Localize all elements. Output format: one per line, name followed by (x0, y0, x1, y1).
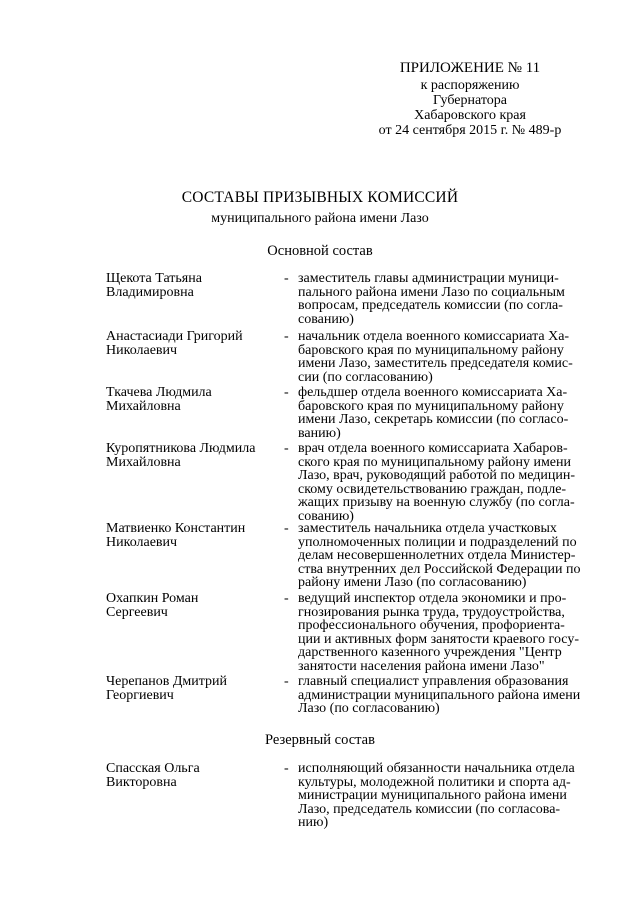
member-dash: - (284, 271, 289, 286)
member-description: заместитель начальника отдела участковых уполномоченных полиции и подразделений по делам несовершеннолетних отдела Министер- ства внутренних дел Российской Федерации по району имени Лазо (по согласованию) (298, 521, 581, 591)
member-description: заместитель главы администрации муници- пального района имени Лазо по социальным вопросам, председатель комиссии (по согла- сованию) (298, 271, 565, 327)
member-description: исполняющий обязанности начальника отдела культуры, молодежной политики и спорта ад- министрации муниципального района имени Лазо, председатель комиссии (по согласова- нию) (298, 761, 575, 831)
appendix-line: Губернатора (432, 93, 508, 108)
document-title: СОСТАВЫ ПРИЗЫВНЫХ КОМИССИЙ (181, 189, 459, 206)
member-description: врач отдела военного комиссариата Хабаров- ского края по муниципальному району имени Лазо, врач, руководящий работой по медицин- скому освидетельствованию граждан, подле- жащих призыву на военную службу (по согла- сованию) (298, 441, 576, 524)
document-heading (0, 189, 640, 227)
member-name: Анастасиади Григорий Николаевич (106, 329, 243, 358)
appendix-line: к распоряжению (420, 78, 520, 93)
member-description: фельдшер отдела военного комиссариата Ха- баровского края по муниципальному району имени Лазо, секретарь комиссии (по согласо- ванию) (298, 385, 569, 441)
main-section-label: Основной состав (267, 243, 373, 259)
reserve-section-label: Резервный состав (265, 732, 375, 748)
member-dash: - (284, 591, 289, 606)
member-name: Охапкин Роман Сергеевич (106, 591, 199, 620)
member-name: Куропятникова Людмила Михайловна (106, 441, 256, 470)
appendix-header (340, 60, 600, 138)
member-name: Матвиенко Константин Николаевич (106, 521, 246, 550)
appendix-line: Хабаровского края (414, 108, 526, 123)
member-description: главный специалист управления образования администрации муниципального района имени Лазо (по согласованию) (298, 674, 581, 717)
document-subtitle: муниципального района имени Лазо (211, 211, 429, 226)
member-name: Щекота Татьяна Владимировна (106, 271, 202, 300)
member-description: ведущий инспектор отдела экономики и про- гнозирования рынка труда, трудоустройства, профессионального обучения, профориента- ции и активных форм занятости краевого госу- дарственного казенного учреждения "Центр занятости населения района имени Лазо" (298, 591, 579, 674)
appendix-line: от 24 сентября 2015 г. № 489-р (378, 123, 562, 138)
member-dash: - (284, 761, 289, 776)
member-description: начальник отдела военного комиссариата Ха- баровского края по муниципальному району имени Лазо, заместитель председателя комис- сии (по согласованию) (298, 329, 573, 385)
member-name: Черепанов Дмитрий Георгиевич (106, 674, 228, 703)
member-dash: - (284, 385, 289, 400)
member-name: Спасская Ольга Викторовна (106, 761, 200, 790)
member-dash: - (284, 329, 289, 344)
member-name: Ткачева Людмила Михайловна (106, 385, 212, 414)
appendix-title: ПРИЛОЖЕНИЕ № 11 (399, 60, 541, 76)
member-dash: - (284, 521, 289, 536)
member-dash: - (284, 441, 289, 456)
member-dash: - (284, 674, 289, 689)
